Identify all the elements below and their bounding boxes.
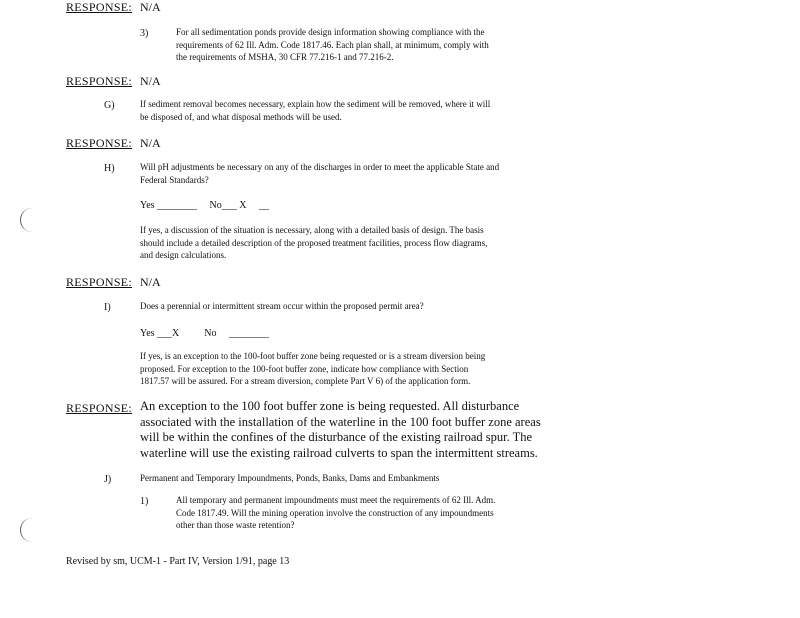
response-value: N/A <box>140 275 161 289</box>
yes-no-answer: Yes ___X No ________ <box>140 328 269 339</box>
response-label: RESPONSE: <box>66 401 133 415</box>
item-line: other than those waste retention? <box>176 520 295 530</box>
response-label: RESPONSE: <box>66 74 133 88</box>
item-line: For all sedimentation ponds provide design information showing compliance with the <box>176 27 485 37</box>
item-line: Will pH adjustments be necessary on any of the discharges in order to meet the applicable State and <box>140 162 500 172</box>
response-label: RESPONSE: <box>66 136 133 150</box>
response-value: N/A <box>140 74 161 88</box>
followup-line: If yes, a discussion of the situation is necessary, along with a detailed basis of design. The basis <box>140 225 484 235</box>
page-footer: Revised by sm, UCM-1 - Part IV, Version 1/91, page 13 <box>66 556 290 567</box>
response-label: RESPONSE: <box>66 275 133 289</box>
item-line: be disposed of, and what disposal methods will be used. <box>140 111 342 122</box>
item-line: Federal Standards? <box>140 174 209 185</box>
item-text <box>176 494 495 532</box>
item-line: Does a perennial or intermittent stream occur within the proposed permit area? <box>140 301 424 311</box>
item-text <box>140 472 439 485</box>
followup-line: proposed. For exception to the 100-foot buffer zone, indicate how compliance with Section <box>140 363 469 374</box>
followup-line: 1817.57 will be assured. For a stream diversion, complete Part V 6) of the application form. <box>140 376 471 386</box>
item-number: H) <box>104 163 115 174</box>
item-text <box>176 26 489 64</box>
item-text <box>140 161 499 186</box>
item-number: G) <box>104 100 115 111</box>
response-text <box>140 399 541 461</box>
item-text <box>140 98 490 123</box>
yes-no-answer: Yes ________ No___ X __ <box>140 200 269 211</box>
punch-hole-mark <box>20 518 33 542</box>
item-line: All temporary and permanent impoundments must meet the requirements of 62 Ill. Adm. <box>176 495 496 505</box>
item-line: If sediment removal becomes necessary, explain how the sediment will be removed, where it will <box>140 99 491 109</box>
item-text <box>140 300 424 313</box>
item-line: the requirements of MSHA, 30 CFR 77.216-1 and 77.216-2. <box>176 52 394 62</box>
item-number: J) <box>104 474 112 485</box>
followup-text <box>140 224 487 262</box>
response-label: RESPONSE: <box>66 0 133 14</box>
followup-line: and design calculations. <box>140 250 227 260</box>
item-line: Code 1817.49. Will the mining operation involve the construction of any impoundments <box>176 507 494 518</box>
item-number: 1) <box>140 496 149 507</box>
item-number: 3) <box>140 28 149 39</box>
item-line: requirements of 62 Ill. Adm. Code 1817.46. Each plan shall, at minimum, comply with <box>176 39 489 50</box>
response-value: N/A <box>140 0 161 14</box>
response-line: An exception to the 100 foot buffer zone is being requested. All disturbance <box>140 399 520 413</box>
item-line: Permanent and Temporary Impoundments, Ponds, Banks, Dams and Embankments <box>140 473 440 483</box>
followup-text <box>140 350 485 388</box>
response-line: waterline will use the existing railroad culverts to span the intermittent streams. <box>140 445 538 460</box>
followup-line: If yes, is an exception to the 100-foot buffer zone being requested or is a stream diversion being <box>140 351 486 361</box>
response-line: will be within the confines of the disturbance of the existing railroad spur. The <box>140 430 533 444</box>
response-line: associated with the installation of the waterline in the 100 foot buffer zone areas <box>140 414 541 429</box>
response-value: N/A <box>140 136 161 150</box>
item-number: I) <box>104 302 111 313</box>
followup-line: should include a detailed description of the proposed treatment facilities, process flow diagrams, <box>140 237 488 248</box>
punch-hole-mark <box>20 208 33 232</box>
